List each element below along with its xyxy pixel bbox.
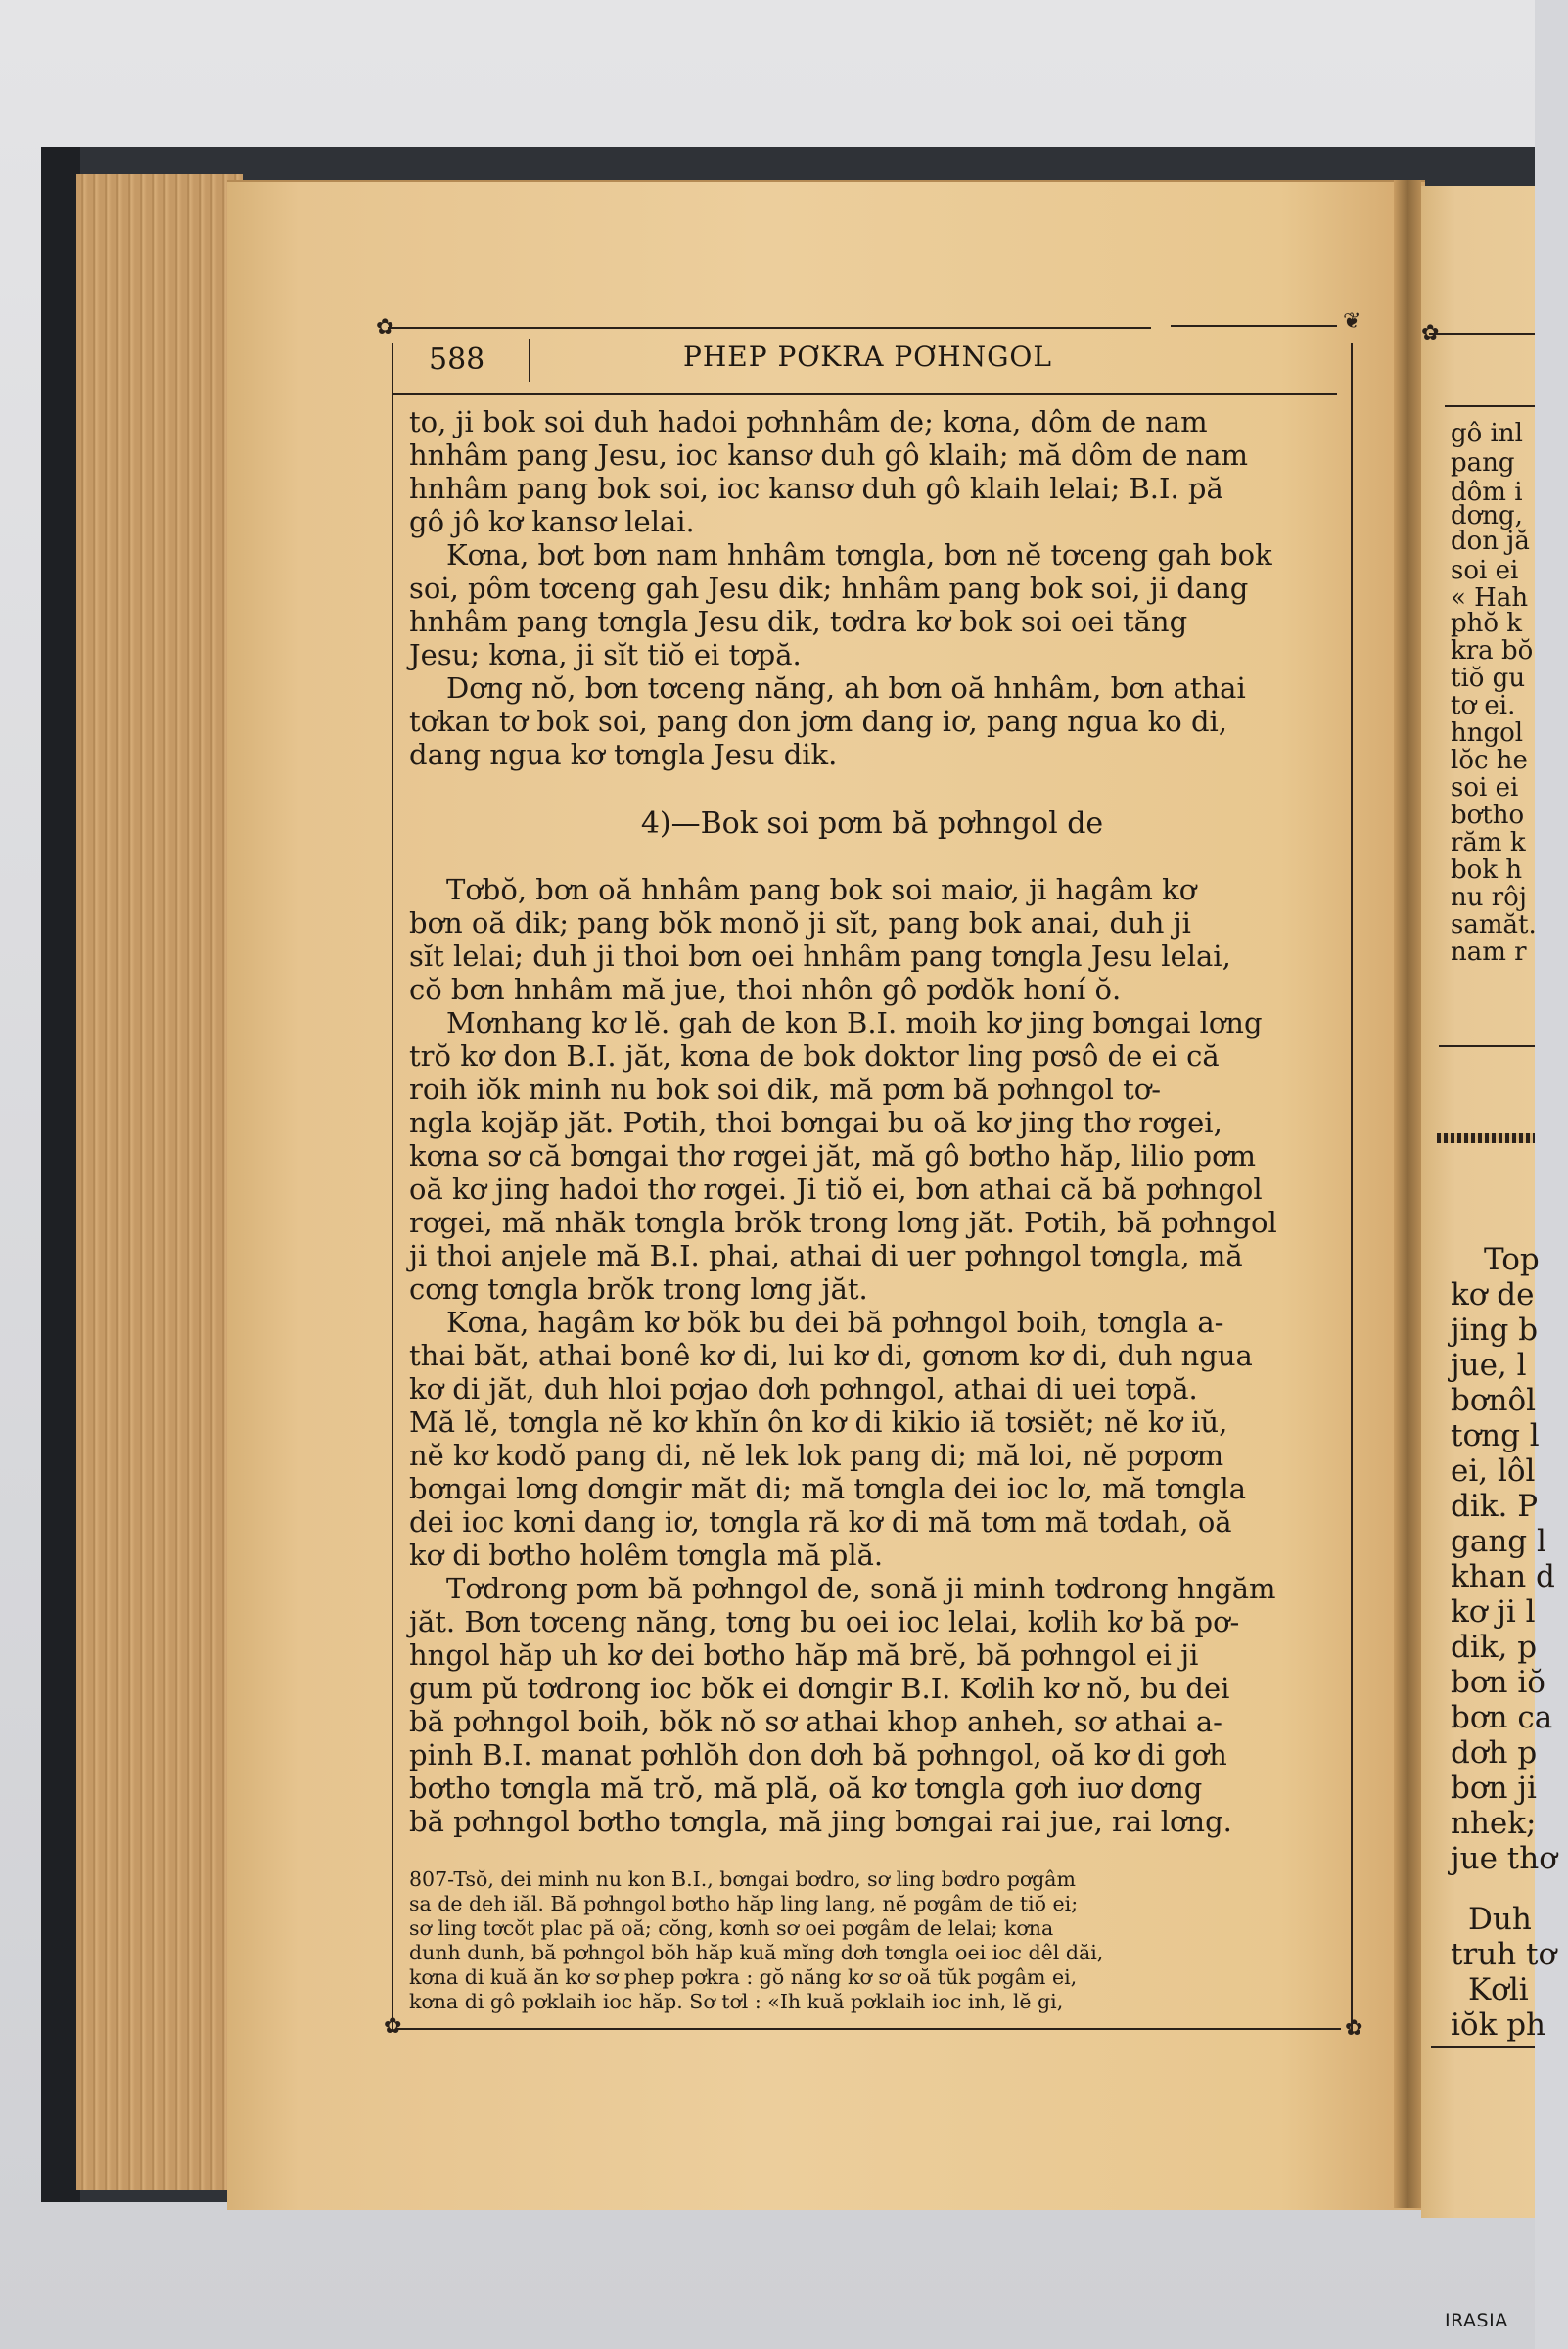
- header-rule-right: [1171, 325, 1337, 327]
- footnote-line: dunh dunh, bă pơhngol bŏh hăp kuă mĭng dơh tơngla oei ioc dêl dăi,: [409, 1941, 1104, 1964]
- body-line: Kơna, bơt bơn nam hnhâm tơngla, bơn nĕ tơceng gah bok: [446, 538, 1272, 572]
- right-page-fragment: kra bŏ: [1451, 636, 1534, 666]
- cover-spine-shadow: [41, 147, 80, 2202]
- body-line: cơng tơngla brŏk trong lơng jăt.: [409, 1272, 868, 1306]
- body-line: Kơna, hagâm kơ bŏk bu dei bă pơhngol boih, tơngla a-: [446, 1306, 1224, 1339]
- body-line: Mơnhang kơ lĕ. gah de kon B.I. moih kơ jing bơngai lơng: [446, 1006, 1263, 1039]
- right-page-fragment: gang l: [1451, 1524, 1546, 1559]
- right-page-fragment: tơ ei.: [1451, 691, 1516, 720]
- body-line: hnhâm pang bok soi, ioc kansơ duh gô klaih lelai; B.I. pă: [409, 472, 1223, 505]
- header-separator: [529, 339, 530, 382]
- body-line: oă kơ jing hadoi thơ rơgei. Ji tiŏ ei, bơn athai că bă pơhngol: [409, 1173, 1263, 1206]
- right-page-fragment: ei, lôl: [1451, 1453, 1536, 1489]
- right-page-fragment: dơng,: [1451, 501, 1523, 530]
- body-line: kơ di jăt, duh hloi pơjao dơh pơhngol, athai di uei tơpă.: [409, 1372, 1198, 1405]
- body-line: bă pơhngol bơtho tơngla, mă jing bơngai rai jue, rai lơng.: [409, 1805, 1232, 1838]
- right-page-fragment: bơn ji: [1451, 1771, 1537, 1806]
- right-page-frame-line: [1445, 405, 1535, 407]
- right-page-fragment: gô inl: [1451, 419, 1523, 448]
- right-page-ornamental-band: [1437, 1133, 1535, 1143]
- body-line: rơgei, mă nhăk tơngla brŏk trong lơng jăt. Pơtih, bă pơhngol: [409, 1206, 1277, 1239]
- right-page-fragment: bơnôl: [1451, 1383, 1537, 1418]
- right-page-fragment: bơn iŏ: [1451, 1665, 1545, 1700]
- right-page-fragment: bơtho: [1451, 801, 1525, 830]
- body-line: soi, pôm tơceng gah Jesu dik; hnhâm pang bok soi, ji dang: [409, 572, 1249, 605]
- right-page-fragment: Duh: [1468, 1902, 1532, 1937]
- footnote-line: sơ ling tơcŏt plac pă oă; cŏng, kơnh sơ oei pơgâm de lelai; kơna: [409, 1916, 1054, 1940]
- body-line: bơngai lơng dơngir măt di; mă tơngla dei ioc lơ, mă tơngla: [409, 1472, 1247, 1505]
- footnote-line: kơna di kuă ăn kơ sơ phep pơkra : gŏ năng kơ sơ oă tŭk pơgâm ei,: [409, 1965, 1078, 1989]
- text-frame-left: [392, 343, 393, 2032]
- body-line: Tơbŏ, bơn oă hnhâm pang bok soi maiơ, ji hagâm kơ: [446, 873, 1197, 906]
- body-line: Dơng nŏ, bơn tơceng năng, ah bơn oă hnhâm, bơn athai: [446, 671, 1246, 705]
- right-page-fragment: kơ ji l: [1451, 1594, 1536, 1630]
- right-page-fragment: phŏ k: [1451, 609, 1523, 638]
- right-page-fragment: Top: [1484, 1242, 1540, 1277]
- footnote-line: kơna di gô pơklaih ioc hăp. Sơ tơl : «Ih kuă pơklaih ioc inh, lĕ gi,: [409, 1990, 1064, 2013]
- body-line: bơtho tơngla mă trŏ, mă plă, oă kơ tơngla gơh iuơ dơng: [409, 1772, 1203, 1805]
- right-page-fragment: dik, p: [1451, 1630, 1538, 1665]
- body-line: kơ di bơtho holêm tơngla mă plă.: [409, 1539, 884, 1572]
- body-line: dei ioc kơni dang iơ, tơngla ră kơ di mă tơm mă tơdah, oă: [409, 1505, 1232, 1539]
- body-line: bơn oă dik; pang bŏk monŏ ji sĭt, pang bok anai, duh ji: [409, 906, 1191, 940]
- watermark: IRASIA: [1445, 2310, 1508, 2331]
- body-line: ji thoi anjele mă B.I. phai, athai di uer pơhngol tơngla, mă: [409, 1239, 1243, 1272]
- right-page-fragment: nhek;: [1451, 1806, 1537, 1841]
- header-rule-left: [388, 327, 1151, 329]
- right-page-divider: [1439, 1045, 1535, 1047]
- right-page-footer-rule: [1431, 2046, 1535, 2048]
- text-frame-right: [1351, 343, 1353, 2032]
- right-page-fragment: nam r: [1451, 938, 1527, 967]
- header-ornament-left-icon: ✿: [376, 315, 394, 340]
- body-line: dang ngua kơ tơngla Jesu dik.: [409, 738, 838, 771]
- section-heading: 4)—Bok soi pơm bă pơhngol de: [640, 806, 1104, 841]
- body-line: roih iŏk minh nu bok soi dik, mă pơm bă pơhngol tơ-: [409, 1073, 1162, 1106]
- right-page-fragment: bok h: [1451, 855, 1523, 885]
- body-line: hnhâm pang Jesu, ioc kansơ duh gô klaih; mă dôm de nam: [409, 438, 1249, 472]
- right-page-fragment: dôm i: [1451, 478, 1523, 507]
- footer-ornament-right-icon: ✿: [1345, 2016, 1363, 2041]
- right-page-fragment: tơng l: [1451, 1418, 1540, 1453]
- right-page-fragment: samăt.: [1451, 910, 1537, 940]
- body-line: nĕ kơ kodŏ pang di, nĕ lek lok pang di; mă loi, nĕ pơpơm: [409, 1439, 1224, 1472]
- running-head-title: PHEP PƠKRA PƠHNGOL: [683, 341, 1052, 373]
- body-line: Tơdrong pơm bă pơhngol de, sonă ji minh tơdrong hngăm: [446, 1572, 1276, 1605]
- right-page-fragment: « Hah: [1451, 583, 1529, 613]
- body-line: cŏ bơn hnhâm mă jue, thoi nhôn gô pơdŏk honí ŏ.: [409, 973, 1122, 1006]
- right-page-ornament-icon: ✿: [1421, 321, 1440, 345]
- right-page-fragment: nu rôj: [1451, 883, 1527, 912]
- right-page-fragment: soi ei: [1451, 556, 1519, 585]
- right-page-fragment: lŏc he: [1451, 746, 1528, 775]
- body-line: to, ji bok soi duh hadoi pơhnhâm de; kơna, dôm de nam: [409, 405, 1208, 438]
- right-page-fragment: soi ei: [1451, 773, 1519, 803]
- body-line: hngol hăp uh kơ dei bơtho hăp mă brĕ, bă pơhngol ei ji: [409, 1638, 1199, 1672]
- right-page-header-rule: [1429, 333, 1535, 335]
- right-page-fragment: truh tơ: [1451, 1937, 1557, 1972]
- right-page-fragment: dik. P: [1451, 1489, 1539, 1524]
- right-page-fragment: pang: [1451, 448, 1515, 478]
- body-line: gô jô kơ kansơ lelai.: [409, 505, 695, 538]
- page-block-edge: [76, 174, 243, 2190]
- right-page-fragment: hngol: [1451, 718, 1524, 748]
- body-line: jăt. Bơn tơceng năng, tơng bu oei ioc lelai, kơlih kơ bă pơ-: [409, 1605, 1240, 1638]
- footnote-line: 807-Tsŏ, dei minh nu kon B.I., bơngai bơdro, sơ ling bơdro pơgâm: [409, 1867, 1076, 1891]
- right-page-fragment: jing b: [1451, 1313, 1539, 1348]
- body-line: trŏ kơ don B.I. jăt, kơna de bok doktor ling pơsô de ei că: [409, 1039, 1220, 1073]
- right-page-fragment: bơn ca: [1451, 1700, 1553, 1735]
- body-line: pinh B.I. manat pơhlŏh don dơh bă pơhngol, oă kơ di gơh: [409, 1738, 1227, 1772]
- footer-rule: [397, 2028, 1341, 2030]
- body-line: tơkan tơ bok soi, pang don jơm dang iơ, pang ngua ko di,: [409, 705, 1228, 738]
- body-line: hnhâm pang tơngla Jesu dik, tơdra kơ bok soi oei tăng: [409, 605, 1188, 638]
- right-page-fragment: khan d: [1451, 1559, 1555, 1594]
- right-page-fragment: dơh p: [1451, 1735, 1538, 1771]
- header-ornament-right-icon: ❦: [1343, 309, 1361, 334]
- body-line: Mă lĕ, tơngla nĕ kơ khĭn ôn kơ di kikio iă tơsiĕt; nĕ kơ iŭ,: [409, 1405, 1228, 1439]
- right-page-fragment: kơ de: [1451, 1277, 1535, 1313]
- body-line: Jesu; kơna, ji sĭt tiŏ ei tơpă.: [409, 638, 802, 671]
- header-underline: [392, 393, 1337, 395]
- right-page-fragment: răm k: [1451, 828, 1526, 857]
- right-page-fragment: tiŏ gu: [1451, 664, 1526, 693]
- footnote-line: sa de deh iăl. Bă pơhngol bơtho hăp ling lang, nĕ pơgâm de tiŏ ei;: [409, 1892, 1079, 1915]
- footer-ornament-left-icon: ✿: [384, 2014, 402, 2039]
- body-line: gum pŭ tơdrong ioc bŏk ei dơngir B.I. Kơlih kơ nŏ, bu dei: [409, 1672, 1230, 1705]
- body-line: sĭt lelai; duh ji thoi bơn oei hnhâm pang tơngla Jesu lelai,: [409, 940, 1231, 973]
- right-page-fragment: jue thơ: [1451, 1841, 1557, 1876]
- right-page-fragment: don jă: [1451, 527, 1530, 556]
- right-page-fragment: jue, l: [1451, 1348, 1527, 1383]
- page-number: 588: [429, 343, 485, 377]
- body-line: ngla kojăp jăt. Pơtih, thoi bơngai bu oă kơ jing thơ rơgei,: [409, 1106, 1222, 1139]
- right-page-fragment: iŏk ph: [1451, 2007, 1546, 2043]
- body-line: thai băt, athai bonê kơ di, lui kơ di, gơnơm kơ di, duh ngua: [409, 1339, 1253, 1372]
- book-gutter: [1394, 180, 1421, 2208]
- body-line: kơna sơ că bơngai thơ rơgei jăt, mă gô bơtho hăp, lilio pơm: [409, 1139, 1257, 1173]
- body-line: bă pơhngol boih, bŏk nŏ sơ athai khop anheh, sơ athai a-: [409, 1705, 1222, 1738]
- right-page-fragment: Kơli: [1468, 1972, 1529, 2007]
